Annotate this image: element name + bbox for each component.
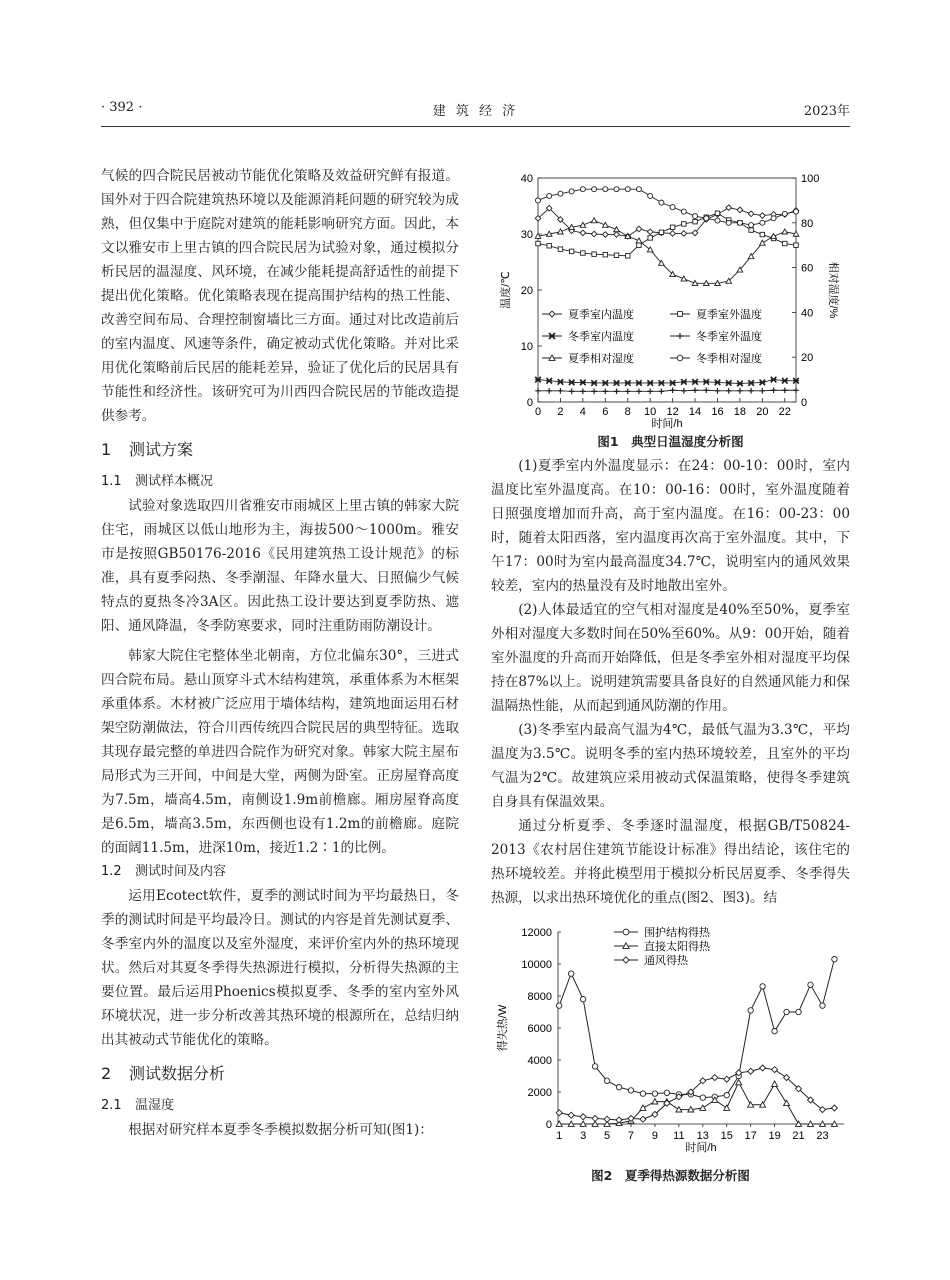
x-tick-label: 12 — [666, 406, 679, 418]
y-tick-label: 6000 — [527, 1023, 552, 1035]
paragraph: (3)冬季室内最高气温为4℃，最低气温为3.3℃，平均温度为3.5℃。说明冬季的室内热环境较差，且室外的平均气温为2℃。故建筑应采用被动式保温策略，使得冬季建筑自身具有保温效果。 — [491, 722, 850, 810]
data-point — [808, 982, 813, 987]
data-point — [664, 1090, 669, 1095]
legend-marker — [623, 957, 629, 963]
data-point — [625, 389, 631, 395]
data-point — [771, 377, 777, 383]
data-point — [715, 218, 720, 223]
x-tick-label: 3 — [580, 1130, 587, 1142]
data-point — [659, 380, 665, 386]
figure-2-caption: 图2 夏季得热源数据分析图 — [591, 1168, 750, 1183]
paragraph: (2)人体最适宜的空气相对湿度是40%至50%，夏季室外相对湿度大多数时间在50%至60%。从9：00开始，随着室外温度的升高而开始降低，但是冬季室外相对湿度平均保持在87%以上。说明建筑需要具备良好的自然通风能力和保温隔热性能，从而起到通风防潮的作用。 — [491, 602, 850, 714]
data-point — [692, 387, 698, 393]
data-point — [749, 223, 754, 228]
y-tick-label: 30 — [520, 229, 533, 241]
data-point — [536, 241, 540, 245]
data-point — [580, 380, 586, 386]
data-point — [681, 209, 686, 214]
data-point — [568, 971, 573, 976]
data-point — [782, 211, 787, 216]
data-point — [546, 378, 552, 384]
data-point — [625, 380, 631, 386]
data-point — [614, 187, 619, 192]
y-axis-label: 温度/℃ — [500, 271, 512, 309]
data-point — [614, 253, 618, 257]
data-point — [625, 254, 629, 258]
series-5 — [535, 187, 798, 228]
data-point — [640, 1091, 645, 1096]
data-point — [614, 227, 620, 232]
data-point — [580, 230, 586, 236]
legend-entry — [614, 939, 711, 953]
left-column — [101, 164, 459, 1142]
data-point — [703, 379, 709, 385]
data-point — [592, 187, 597, 192]
y-tick-label: 10 — [520, 341, 533, 353]
data-point — [580, 389, 586, 395]
data-point — [700, 1105, 706, 1110]
data-point — [726, 388, 732, 394]
legend-label: 通风得热 — [644, 955, 688, 967]
x-tick-label: 16 — [711, 406, 724, 418]
legend-marker — [677, 333, 683, 339]
right-column — [491, 454, 850, 910]
x-tick-label: 8 — [624, 406, 631, 418]
data-point — [724, 1093, 729, 1098]
y2-tick-label: 100 — [801, 173, 820, 185]
data-point — [760, 213, 766, 219]
data-point — [726, 380, 732, 386]
data-point — [580, 187, 585, 192]
intro-paragraph: 气候的四合院民居被动节能优化策略及效益研究鲜有报道。国外对于四合院建筑热环境以及能源消耗问题的研究较为成熟，但仅集中于庭院对建筑的能耗影响研究方面。因此，本文以雅安市上里古镇的四合院民居为试验对象，通过模拟分析民居的温湿度、风环境，在减少能耗提高舒适性的前提下提出优化策略。优化策略表现在提高围护结构的热工性能、改善空间布局、合理控制窗墙比三方面。通过对比改造前后的室内温度、风速等条件，确定被动式优化策略。并对比采用优化策略前后民居的能耗差异，验证了优化后的民居具有节能性和经济性。该研究可为川西四合院民居的节能改造提供参考。 — [101, 168, 459, 424]
data-point — [592, 1115, 598, 1121]
data-point — [782, 387, 788, 393]
legend-label: 夏季相对湿度 — [568, 353, 634, 365]
section-1-heading — [101, 436, 459, 464]
data-point — [659, 389, 665, 395]
data-point — [831, 1105, 837, 1111]
legend-label: 围护结构得热 — [644, 927, 710, 939]
data-point — [737, 220, 742, 225]
x-tick-label: 2 — [557, 406, 564, 418]
data-point — [652, 1091, 657, 1096]
data-point — [704, 216, 709, 221]
data-point — [760, 1065, 766, 1071]
data-point — [724, 1105, 730, 1110]
data-point — [784, 1100, 790, 1105]
data-point — [558, 247, 562, 251]
y-tick-label: 0 — [545, 1119, 552, 1131]
y2-tick-label: 0 — [801, 397, 808, 409]
data-point — [782, 378, 788, 384]
data-point — [648, 193, 653, 198]
series-line — [559, 1082, 834, 1124]
data-point — [604, 1116, 610, 1122]
section-number: 2.1 — [101, 1098, 122, 1113]
data-point — [737, 388, 743, 394]
legend-entry — [542, 329, 634, 343]
legend-marker — [623, 929, 629, 935]
data-point — [748, 380, 754, 386]
data-point — [625, 187, 630, 192]
section-number: 2 — [101, 1064, 112, 1083]
data-point — [748, 388, 754, 394]
section-2-1-heading — [101, 1094, 459, 1118]
data-point — [670, 231, 676, 237]
legend-entry — [670, 307, 762, 321]
series-1 — [536, 211, 798, 258]
legend-label: 冬季室内温度 — [568, 331, 634, 343]
legend-entry — [614, 953, 689, 967]
y2-tick-label: 40 — [801, 307, 814, 320]
data-point — [636, 187, 641, 192]
x-tick-label: 9 — [651, 1130, 658, 1142]
data-point — [681, 379, 687, 385]
paragraph: 通过分析夏季、冬季逐时温湿度，根据GB/T50824-2013《农村居住建筑节能设计标准》得出结论，该住宅的热环境较差。并将此模型用于模拟分析民居夏季、冬季得失热源，以求出热环境优化的重点(图2、图3)。结 — [491, 818, 850, 906]
x-tick-label: 7 — [627, 1130, 635, 1142]
data-point — [591, 380, 597, 386]
x-tick-label: 21 — [792, 1130, 805, 1142]
legend-entry — [542, 307, 634, 321]
data-point — [603, 187, 608, 192]
series-line — [559, 959, 834, 1097]
figure-1-chart — [500, 166, 839, 430]
data-point — [670, 205, 675, 210]
series-3 — [535, 387, 799, 394]
data-point — [784, 1009, 789, 1014]
x-tick-label: 23 — [816, 1130, 829, 1142]
data-point — [793, 387, 799, 393]
paragraph: 韩家大院住宅整体坐北朝南，方位北偏东30°，三进式四合院布局。悬山顶穿斗式木结构建筑，承重体系为木框架承重体系。木材被广泛应用于墙体结构，建筑地面运用石材架空防潮做法，符合川西传统四合院民居的典型特征。选取其现存最完整的单进四合院作为研究对象。韩家大院主屋布局形式为三开间，中间是大堂，两侧为卧室。正房屋脊高度为7.5m，墙高4.5m，南侧设1.9m前檐廊。厢房屋脊高度是6.5m，墙高3.5m，东西侧也设有1.2m的前檐廊。庭院的面阔11.5m，进深10m，接近1.2∶1的比例。 — [101, 648, 459, 856]
section-title: 测试数据分析 — [129, 1064, 226, 1083]
data-point — [748, 1068, 754, 1074]
paragraph: (1)夏季室内外温度显示：在24：00-10：00时，室内温度比室外温度高。在10：00-16：00时，室外温度随着日照强度增加而升高，高于室内温度。在16：00-23：00时，随着太阳西落，室内温度再次高于室外温度。其中，下午17：00时为室内最高温度34.7℃，说明室内的通风效果较差，室内的热量没有及时地散出室外。 — [491, 458, 850, 594]
data-point — [603, 222, 609, 227]
data-point — [760, 220, 765, 225]
series-line — [538, 380, 796, 384]
data-point — [772, 1067, 778, 1073]
data-point — [592, 252, 596, 256]
y-tick-label: 20 — [520, 285, 533, 297]
x-tick-label: 13 — [696, 1130, 709, 1142]
x-tick-label: 5 — [604, 1130, 611, 1142]
data-point — [682, 222, 686, 226]
data-point — [636, 238, 642, 243]
data-point — [647, 389, 653, 395]
page-number: · 392 · — [101, 100, 143, 115]
legend-marker — [678, 312, 683, 317]
data-point — [693, 214, 698, 219]
journal-name: 建 筑 经 济 — [432, 104, 519, 119]
data-point — [715, 211, 719, 215]
data-point — [715, 380, 721, 386]
data-point — [591, 218, 597, 223]
section-1-2-heading — [101, 860, 459, 884]
data-point — [614, 380, 620, 386]
legend-marker — [549, 311, 555, 317]
data-point — [569, 389, 575, 395]
data-point — [603, 252, 607, 256]
data-point — [604, 1078, 609, 1083]
section-2-heading — [101, 1060, 459, 1088]
data-point — [603, 380, 609, 386]
data-point — [681, 388, 687, 394]
y2-tick-label: 20 — [801, 352, 814, 365]
data-point — [760, 984, 765, 989]
x-tick-label: 22 — [778, 406, 791, 418]
data-point — [796, 1009, 801, 1014]
section-title: 测试样本概况 — [135, 474, 214, 489]
series-0 — [535, 205, 799, 239]
data-point — [535, 388, 541, 394]
data-point — [535, 198, 540, 203]
data-point — [760, 380, 766, 386]
issue-year: 2023年 — [803, 104, 850, 119]
data-point — [628, 1115, 634, 1121]
legend-label: 冬季相对湿度 — [696, 353, 762, 365]
data-point — [580, 222, 586, 227]
data-point — [659, 230, 663, 234]
legend-label: 冬季室外温度 — [696, 331, 762, 343]
legend-marker — [677, 355, 682, 360]
data-point — [772, 1029, 777, 1034]
data-point — [614, 389, 620, 395]
x-tick-label: 15 — [720, 1130, 733, 1142]
data-point — [580, 997, 585, 1002]
data-point — [760, 232, 764, 236]
data-point — [783, 241, 787, 245]
data-point — [558, 191, 563, 196]
y-tick-label: 40 — [520, 173, 533, 185]
data-point — [681, 276, 687, 281]
legend-label: 夏季室内温度 — [568, 309, 634, 321]
data-point — [640, 1116, 646, 1122]
series-line — [538, 189, 796, 225]
data-point — [726, 205, 732, 211]
data-point — [712, 1075, 718, 1081]
section-title: 测试方案 — [129, 440, 194, 459]
data-point — [793, 209, 798, 214]
data-point — [568, 1112, 574, 1118]
data-point — [659, 200, 664, 205]
y-tick-label: 4000 — [527, 1055, 552, 1067]
series-2 — [535, 377, 799, 387]
data-point — [782, 229, 788, 234]
data-point — [603, 389, 609, 395]
data-point — [603, 232, 609, 238]
data-point — [771, 387, 777, 393]
data-point — [749, 228, 753, 232]
data-point — [771, 216, 776, 221]
data-point — [558, 388, 564, 394]
data-point — [628, 1088, 633, 1093]
y-axis-label: 得失热/W — [497, 1004, 509, 1052]
y-tick-label: 10000 — [521, 959, 552, 971]
data-point — [616, 1117, 622, 1123]
data-point — [547, 193, 552, 198]
legend-entry — [614, 925, 711, 939]
data-point — [670, 225, 674, 229]
section-number: 1.2 — [101, 864, 122, 879]
x-tick-label: 6 — [602, 406, 609, 418]
x-tick-label: 19 — [768, 1130, 781, 1142]
paragraph: 试验对象选取四川省雅安市雨城区上里古镇的韩家大院住宅，雨城区以低山地形为主，海拔500～1000m。雅安市是按照GB50176-2016《民用建筑热工设计规范》的标准，具有夏季闷热、冬季潮湿、年降水量大、日照偏少气候特点的夏热冬冷3A区。因此热工设计要达到夏季防热、遮阳、通风降温，冬季防寒要求，同时注重防雨防潮设计。 — [101, 498, 459, 634]
section-title: 温湿度 — [135, 1098, 175, 1113]
data-point — [636, 389, 642, 395]
data-point — [692, 379, 698, 385]
x-axis-label: 时间/h — [685, 1142, 717, 1154]
data-point — [591, 231, 597, 237]
y-tick-label: 0 — [526, 397, 533, 409]
x-tick-label: 17 — [744, 1130, 757, 1142]
series-0 — [556, 957, 837, 1101]
data-point — [724, 1076, 730, 1082]
y2-axis-label: 相对湿度/% — [827, 261, 839, 319]
figure-2-chart — [494, 920, 850, 1164]
x-tick-label: 4 — [579, 406, 586, 418]
data-point — [547, 244, 551, 248]
data-point — [726, 220, 731, 225]
series-line — [559, 1068, 834, 1120]
section-title: 测试时间及内容 — [135, 864, 227, 879]
data-point — [581, 251, 585, 255]
x-tick-label: 11 — [673, 1130, 685, 1142]
x-tick-label: 18 — [733, 406, 747, 418]
data-point — [647, 380, 653, 386]
data-point — [640, 1105, 646, 1110]
plot-frame — [538, 178, 796, 402]
data-point — [614, 232, 620, 238]
header-rule — [101, 126, 850, 127]
data-point — [820, 1003, 825, 1008]
paragraph: 根据对研究样本夏季冬季模拟数据分析可知(图1)： — [128, 1122, 433, 1138]
data-point — [591, 389, 597, 395]
data-point — [703, 387, 709, 393]
data-point — [748, 1008, 753, 1013]
data-point — [772, 1081, 778, 1086]
section-number: 1.1 — [101, 474, 122, 489]
series-line — [538, 390, 796, 391]
data-point — [637, 243, 641, 247]
x-tick-label: 0 — [534, 406, 542, 418]
x-tick-label: 1 — [556, 1130, 563, 1142]
data-point — [592, 1064, 597, 1069]
x-tick-label: 10 — [644, 406, 657, 418]
x-axis-label: 时间/h — [651, 418, 683, 430]
y2-tick-label: 80 — [801, 217, 814, 230]
running-header — [101, 100, 850, 124]
data-point — [616, 1085, 621, 1090]
series-line — [538, 208, 796, 237]
legend-label: 夏季室外温度 — [696, 309, 762, 321]
legend-entry — [670, 351, 762, 365]
legend-label: 直接太阳得热 — [644, 941, 710, 953]
data-point — [647, 229, 653, 235]
data-point — [558, 379, 564, 385]
y-tick-label: 2000 — [527, 1087, 552, 1099]
data-point — [569, 249, 573, 253]
data-point — [748, 211, 754, 217]
data-point — [670, 380, 676, 386]
legend-entry — [670, 329, 762, 343]
x-tick-label: 14 — [688, 406, 702, 418]
legend-marker — [549, 333, 555, 339]
data-point — [681, 231, 687, 237]
y-tick-label: 12000 — [521, 927, 552, 939]
x-tick-label: 20 — [756, 406, 769, 418]
data-point — [648, 236, 652, 240]
section-1-1-heading — [101, 470, 459, 494]
data-point — [832, 957, 837, 962]
data-point — [636, 380, 642, 386]
series-2 — [556, 1065, 837, 1123]
data-point — [569, 189, 574, 194]
data-point — [580, 1114, 586, 1120]
figure-1-caption: 图1 典型日温湿度分析图 — [597, 434, 744, 449]
data-point — [693, 219, 697, 223]
data-point — [556, 1110, 562, 1116]
paragraph: 运用Ecotect软件，夏季的测试时间为平均最热日，冬季的测试时间是平均最冷日。测试的内容是首先测试夏季、冬季室内外的温度以及室外湿度，来评价室内外的热环境现状。然后对其夏冬季得失热源进行模拟，分析得失热源的主要位置。最后运用Phoenics模拟夏季、冬季的室内室外风环境状况，进一步分析改善其热环境的根源所在，总结归纳出其被动式节能优化的策略。 — [101, 888, 459, 1048]
y2-tick-label: 60 — [801, 262, 814, 275]
data-point — [737, 381, 743, 387]
legend-entry — [542, 351, 634, 365]
data-point — [715, 388, 721, 394]
section-number: 1 — [101, 440, 112, 459]
data-point — [760, 240, 766, 245]
data-point — [569, 380, 575, 386]
data-point — [546, 388, 552, 394]
y-tick-label: 8000 — [527, 991, 552, 1003]
data-point — [556, 1003, 561, 1008]
data-point — [670, 387, 676, 393]
data-point — [794, 243, 798, 247]
data-point — [737, 207, 743, 213]
data-point — [636, 226, 642, 232]
data-point — [558, 229, 564, 234]
data-point — [760, 388, 766, 394]
data-point — [700, 1095, 705, 1100]
